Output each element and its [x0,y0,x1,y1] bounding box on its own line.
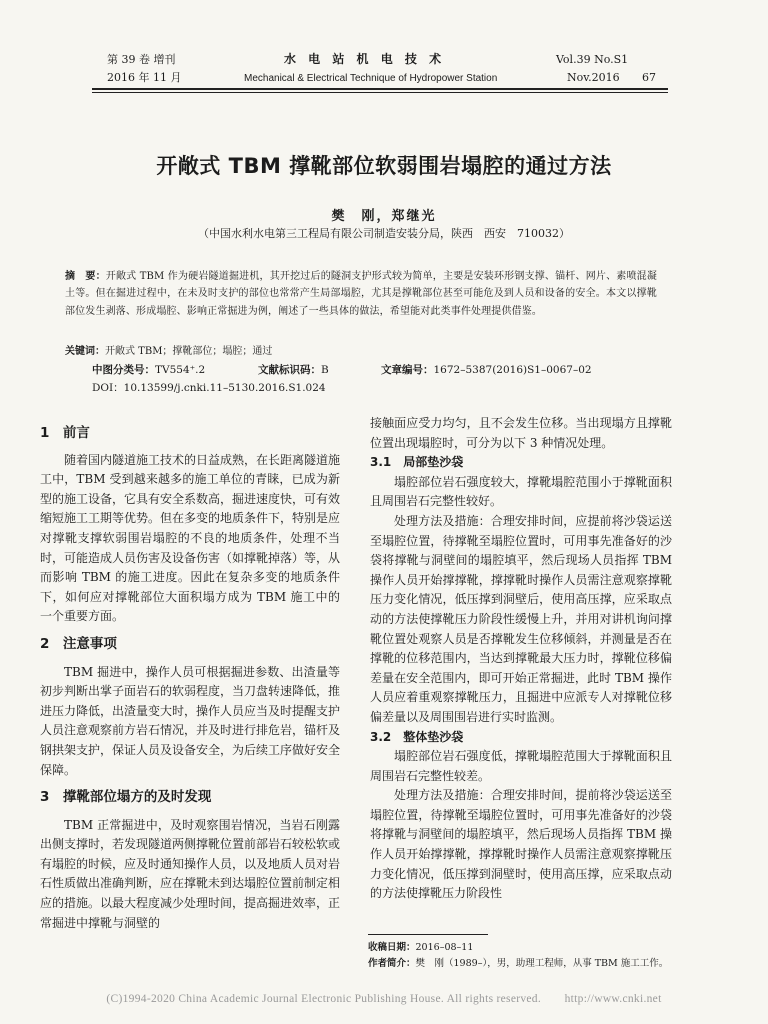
header-page-number: 67 [642,71,656,84]
clc-number [92,362,205,377]
section-3-1-paragraph-1: 塌腔部位岩石强度较大，撑靴塌腔范围小于撑靴面积且周围岩石完整性较好。 [370,474,672,509]
section-1-heading: 1 前言 [40,425,90,441]
document-code-label: 文献标识码： [258,364,321,376]
right-column [370,414,672,904]
abstract-label: 摘 要： [65,271,106,282]
document-code-value: B [321,364,329,376]
received-label: 收稿日期： [368,942,416,953]
paper-authors: 樊 刚，郑继光 [331,209,437,224]
keywords-label: 关键词： [65,346,105,357]
footnote-received [368,939,473,953]
header-journal-cn: 水 电 站 机 电 技 术 [284,52,446,66]
copyright-footer: (C)1994-2020 China Academic Journal Electronic Publishing House. All rights reserved. http://www.cnki.net [106,993,662,1005]
header-volume-en: Vol.39 No.S1 [556,53,629,66]
header-rule-thick [92,88,668,90]
section-1-paragraph: 随着国内隧道施工技术的日益成熟，在长距离隧道施工中，TBM 受到越来越多的施工单位的青睐，已成为新型的施工设备，它具有安全系数高，掘进速度快，可有效缩短施工工期等优势。但在多变的地质条件下，特别是应对撑靴支撑软弱围岩塌腔的不良的地质条件，处理不当时，可能造成人员伤害及设备伤害（如撑靴掉落）等，从而影响 TBM 的施工进度。因此在复杂多变的地质条件下，如何应对撑靴部位大面积塌方成为 TBM 施工中的一个重要方面。 [40,452,341,624]
author-bio: 樊 刚（1989–），男，助理工程师，从事 TBM 施工工作。 [415,958,669,969]
header-volume-cn: 第 39 卷 增刊 [107,53,176,66]
footnote-rule [368,934,488,935]
section-3-1-paragraph-2: 处理方法及措施：合理安排时间，应提前将沙袋运送至塌腔位置，待撑靴至塌腔位置时，可用事先准备好的沙袋将撑靴与洞壁间的塌腔填平，然后现场人员指挥 TBM 操作人员开始撑撑靴，撑撑靴时操作人员需注意观察撑靴压力变化情况，低压撑到洞壁后，使用高压撑，应采取点动的方法使撑靴压力阶段性缓慢上升，并用对讲机询问撑靴位置处观察人员是否撑靴发生位移倾斜，并测量是否在撑靴的位移范围内，当达到撑靴最大压力时，撑靴位移偏差量在安全范围内，即可开始正常掘进，此时 TBM 操作人员应着重观察撑靴压力，且掘进中应派专人对撑靴位移偏差量以及周围围岩进行实时监测。 [370,513,672,724]
header-rule-thin [92,92,668,93]
continued-paragraph: 接触面应受力均匀，且不会发生位移。当出现塌方且撑靴位置出现塌腔时，可分为以下 3 种情况处理。 [370,416,672,450]
left-column [40,424,340,933]
keywords-text: 开敞式 TBM；撑靴部位；塌腔；通过 [105,346,273,357]
article-number-value: 1672–5387(2016)S1–0067–02 [433,364,592,376]
keywords [65,342,272,357]
author-bio-label: 作者简介： [368,958,416,969]
header-date-cn: 2016 年 11 月 [107,71,182,84]
abstract-text: 开敞式 TBM 作为硬岩隧道掘进机，其开挖过后的隧洞支护形式较为简单，主要是安装环形钢支撑、锚杆、网片、素喷混凝土等。但在掘进过程中，在未及时支护的部位也常常产生局部塌腔，尤其是撑靴部位甚至可能危及到人员和设备的安全。本文以撑靴部位发生剥落、形成塌腔、影响正常掘进为例，阐述了一些具体的做法，希望能对此类事件处理提供借鉴。 [65,271,658,317]
document-code [258,362,329,377]
section-3-2-heading: 3.2 整体垫沙袋 [370,729,464,744]
article-number-label: 文章编号： [381,364,434,376]
received-date: 2016–08–11 [415,942,474,953]
section-3-paragraph: TBM 正常掘进中，及时观察围岩情况，当岩石刚露出侧支撑时，若发现隧道两侧撑靴位置前部岩石较松软或有塌腔的时候，应及时通知操作人员，以及地质人员对岩石性质做出准确判断，应在撑靴未到达塌腔位置前制定相应的措施。以最大程度减少处理时间，提高掘进效率，正常掘进中撑靴与洞壁的 [40,817,341,930]
section-3-1-heading: 3.1 局部垫沙袋 [370,455,464,470]
paper-affiliation: （中国水利水电第三工程局有限公司制造安装分局，陕西 西安 710032） [198,227,570,240]
section-3-heading: 3 撑靴部位塌方的及时发现 [40,789,212,806]
section-2-paragraph: TBM 掘进中，操作人员可根据掘进参数、出渣量等初步判断出掌子面岩石的软弱程度，当刀盘转速降低，推进压力降低，出渣量变大时，操作人员应当及时提醒支护人员注意观察前方岩石情况，并及时进行排危岩，锚杆及钢拱架支护，保证人员及设备安全，为后续工序做好安全保障。 [40,664,341,777]
header-date-en: Nov.2016 [567,71,620,84]
paper-title: 开敞式 TBM 撑靴部位软弱围岩塌腔的通过方法 [156,154,612,178]
clc-value: TV554⁺.2 [155,364,206,376]
header-journal-en: Mechanical & Electrical Technique of Hydropower Station [244,73,498,84]
section-2-heading: 2 注意事项 [40,635,117,652]
footnote-author [368,955,668,969]
section-3-2-paragraph-1: 塌腔部位岩石强度低，撑靴塌腔范围大于撑靴面积且周围岩石完整性较差。 [370,749,672,783]
doi: DOI：10.13599/j.cnki.11–5130.2016.S1.024 [92,382,326,394]
section-3-2-paragraph-2: 处理方法及措施：合理安排时间，提前将沙袋运送至塌腔位置，待撑靴至塌腔位置时，可用事先准备好的沙袋将撑靴与洞壁间的塌腔填平，然后现场人员指挥 TBM 操作人员开始撑撑靴，撑撑靴时操作人员需注意观察撑靴压力变化情况，低压撑到洞壁时，使用高压撑，应采取点动的方法使撑靴压力阶段性 [370,788,672,901]
clc-label: 中图分类号： [92,364,155,376]
article-number [381,362,592,377]
abstract [65,268,657,320]
